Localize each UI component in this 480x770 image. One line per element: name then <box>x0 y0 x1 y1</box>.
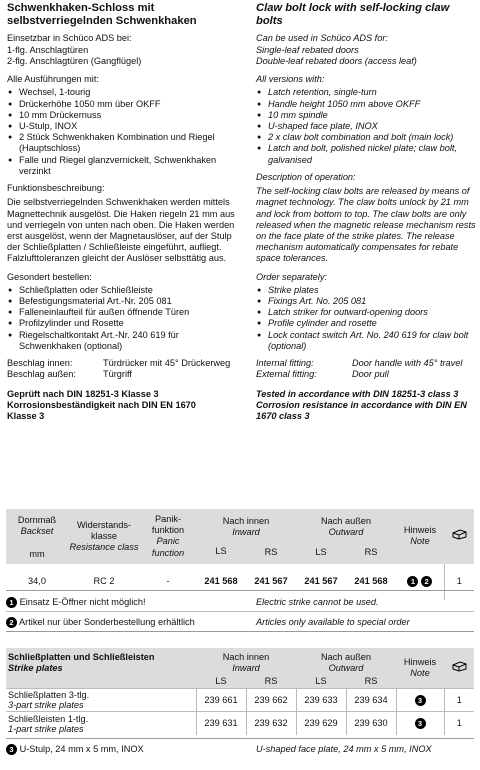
header-ls: LS <box>315 675 327 686</box>
order-item: ● Riegelschaltkontakt Art.-Nr. 240 619 für Schwenkhaken (optional) <box>7 330 241 352</box>
order-heading-de: Gesondert bestellen: <box>7 271 92 282</box>
cell-article: 239 662 <box>246 689 296 712</box>
fitting-inside-en <box>256 358 478 369</box>
header-note <box>396 648 444 689</box>
feature-item: ● U-shaped face plate, INOX <box>256 121 478 132</box>
order-item: ● Strike plates <box>256 285 478 296</box>
box-icon <box>452 529 467 540</box>
header-resistance <box>68 509 140 564</box>
footnote-de <box>6 744 256 755</box>
cell-panic: - <box>166 576 170 587</box>
order-heading-en: Order separately: <box>256 271 327 282</box>
header-text: Widerstands-klasse <box>76 519 132 541</box>
note-badge: 3 <box>6 744 17 755</box>
cell-qty: 1 <box>444 712 474 735</box>
header-text: Note <box>410 668 430 679</box>
fitting-value: Door pull <box>352 369 389 380</box>
features-en <box>256 87 478 166</box>
german-column <box>7 2 241 429</box>
cell-note <box>396 564 444 600</box>
header-title <box>6 648 196 674</box>
footnote-de <box>6 597 256 608</box>
header-text: Nach außen <box>320 515 372 526</box>
order-item: ● Fixings Art. No. 205 081 <box>256 296 478 307</box>
header-panic <box>140 509 196 564</box>
feature-item: ● Handle height 1050 mm above OKFF <box>256 99 478 110</box>
header-text: Note <box>410 536 430 547</box>
fitting-outside-en <box>256 369 478 380</box>
footnote-text: Artikel nur über Sonderbestellung erhältlich <box>19 617 195 627</box>
english-column <box>256 2 478 429</box>
feature-item: ● Drückerhöhe 1050 mm über OKFF <box>7 99 241 110</box>
header-text: Outward <box>328 526 364 537</box>
usage-line: Double-leaf rebated doors (access leaf) <box>256 55 417 66</box>
divider <box>6 631 474 632</box>
note-badge: 3 <box>415 718 426 729</box>
header-box <box>444 509 474 564</box>
usage-line: 2-flg. Anschlagtüren (Gangflügel) <box>7 55 142 66</box>
header-text: Strike plates <box>8 663 63 674</box>
table-row <box>6 712 474 735</box>
lock-table <box>6 509 474 600</box>
function-heading-en: Description of operation: <box>256 171 356 182</box>
header-text: Outward <box>328 663 364 674</box>
header-text: Inward <box>232 526 260 537</box>
footnote-3 <box>6 744 474 755</box>
usage-line: Single-leaf rebated doors <box>256 44 359 55</box>
header-text: Dornmaß <box>17 515 57 525</box>
cell-article: 239 661 <box>196 689 246 712</box>
header-text: Panic function <box>151 536 185 558</box>
all-versions-de: Alle Ausführungen mit: <box>7 74 99 85</box>
order-items-de <box>7 285 241 352</box>
header-text: mm <box>29 548 45 559</box>
cell-article: 241 568 <box>354 576 388 587</box>
order-item: ● Schließplatten oder Schließleiste <box>7 285 241 296</box>
cell-resistance: RC 2 <box>93 576 115 587</box>
usage-line: Can be used in Schüco ADS for: <box>256 33 388 44</box>
header-rs: RS <box>364 546 378 557</box>
cell-article: 239 634 <box>346 689 396 712</box>
strike-plates-table <box>6 648 474 735</box>
fitting-outside-de <box>7 369 241 380</box>
features-de <box>7 87 241 177</box>
all-versions-en: All versions with: <box>256 74 325 85</box>
footnote-2 <box>6 617 474 628</box>
feature-item: ● Falle und Riegel glanzvernickelt, Schwenkhaken verzinkt <box>7 155 241 177</box>
footnote-de <box>6 617 256 628</box>
header-text: Nach innen <box>222 515 270 526</box>
feature-item: ● 2 Stück Schwenkhaken Kombination und Riegel (Hauptschloss) <box>7 132 241 154</box>
order-item: ● Profilzylinder und Rosette <box>7 318 241 329</box>
order-item: ● Falleneinlaufteil für außen öffnende Türen <box>7 307 241 318</box>
header-outward <box>296 648 396 674</box>
note-badge: 1 <box>407 576 418 587</box>
cell-article: 241 568 <box>204 576 238 587</box>
cell-article: 239 633 <box>296 689 346 712</box>
cell-note <box>396 712 444 735</box>
header-ls: LS <box>215 675 227 686</box>
footnote-1 <box>6 597 474 608</box>
cell-article: 239 630 <box>346 712 396 735</box>
divider <box>6 611 474 612</box>
header-outward <box>296 509 396 541</box>
footnote-text: Articles only available to special order <box>256 617 410 627</box>
header-inward <box>196 509 296 541</box>
header-box <box>444 648 474 689</box>
row-label-de: Schließleisten 1-tlg. <box>8 713 89 724</box>
note-badge: 3 <box>415 695 426 706</box>
footnote-text: Electric strike cannot be used. <box>256 597 379 607</box>
feature-item: ● 2 x claw bolt combination and bolt (main lock) <box>256 132 478 143</box>
divider <box>6 590 474 591</box>
row-label-de: Schließplatten 3-tlg. <box>8 690 90 701</box>
cell-note <box>396 689 444 712</box>
cell-qty: 1 <box>444 689 474 712</box>
usage-line: 1-flg. Anschlagtüren <box>7 44 89 55</box>
note-badge: 2 <box>421 576 432 587</box>
order-item: ● Lock contact switch Art. No. 240 619 for claw bolt (optional) <box>256 330 478 352</box>
header-ls: LS <box>315 546 327 557</box>
fitting-label: External fitting: <box>256 369 317 380</box>
box-icon <box>452 661 467 672</box>
header-text: Panik-funktion <box>151 514 185 536</box>
footnote-text: U-Stulp, 24 mm x 5 mm, INOX <box>19 744 144 754</box>
cell-article: 239 631 <box>196 712 246 735</box>
footnote-text: U-shaped face plate, 24 mm x 5 mm, INOX <box>256 744 432 754</box>
fitting-label: Internal fitting: <box>256 358 314 369</box>
fitting-value: Door handle with 45° travel <box>352 358 463 369</box>
usage-en <box>256 33 478 67</box>
header-note <box>396 509 444 564</box>
header-text: Nach außen <box>320 652 372 662</box>
table-row <box>6 564 474 600</box>
header-empty <box>6 674 196 689</box>
header-text: Hinweis <box>403 525 437 536</box>
cell-qty: 1 <box>444 564 474 600</box>
title-en: Claw bolt lock with self-locking claw bolts <box>256 2 450 28</box>
feature-item: ● Latch and bolt, polished nickel plate; claw bolt, galvanised <box>256 143 478 165</box>
header-text: Inward <box>232 663 260 674</box>
header-ls: LS <box>215 545 227 556</box>
header-text: Nach innen <box>222 652 270 662</box>
order-item: ● Befestigungsmaterial Art.-Nr. 205 081 <box>7 296 241 307</box>
order-item: ● Latch striker for outward-opening doors <box>256 307 478 318</box>
header-text: Resistance class <box>69 542 139 553</box>
cell-article: 241 567 <box>254 576 288 587</box>
usage-line: Einsetzbar in Schüco ADS bei: <box>7 33 132 44</box>
note-badge: 1 <box>6 597 17 608</box>
table-row <box>6 689 474 712</box>
feature-item: ● Wechsel, 1-tourig <box>7 87 241 98</box>
note-badge: 2 <box>6 617 17 628</box>
fitting-label: Beschlag außen: <box>7 369 76 380</box>
footnote-text: Einsatz E-Öffner nicht möglich! <box>19 597 146 607</box>
order-item: ● Profile cylinder and rosette <box>256 318 478 329</box>
feature-item: ● 10 mm Drückernuss <box>7 110 241 121</box>
cell-backset: 34,0 <box>28 576 46 587</box>
function-heading-de: Funktionsbeschreibung: <box>7 183 105 194</box>
divider <box>6 738 474 739</box>
usage-de <box>7 33 241 67</box>
fitting-value: Türgriff <box>103 369 132 380</box>
header-text: Hinweis <box>403 657 437 667</box>
function-text-en: The self-locking claw bolts are released by means of magnet technology. The claw bolts unlock by 21 mm and lock from bottom to top. The claw bolts are only released when the magnetic release mechanism rests on the face plate of the strike plates. The release mechanism automatically compensates for rebate space tolerances. <box>256 186 476 264</box>
header-text: Schließplatten und Schließleisten <box>8 652 155 662</box>
cell-article: 239 629 <box>296 712 346 735</box>
title-de: Schwenkhaken-Schloss mit selbstverriegelnden Schwenkhaken <box>7 2 197 28</box>
tested-en: Tested in accordance with DIN 18251-3 class 3 Corrosion resistance in accordance with DIN EN 1670 class 3 <box>256 388 467 421</box>
function-text-de: Die selbstverriegelnden Schwenkhaken werden mittels Magnettechnik ausgelöst. Die Haken riegeln 21 mm aus und verriegeln von unten nach oben. Die Haken werden erst ausgelöst, wenn der Magnetauslöser, auf der Stulp der Schließplatten / Schließleiste eingeführt, aufliegt. Falzlufttoleranzen gleicht der Auslöser selbsttätig aus. <box>7 197 235 264</box>
row-label-en: 1-part strike plates <box>8 723 84 734</box>
feature-item: ● U-Stulp, INOX <box>7 121 241 132</box>
header-rs: RS <box>364 675 378 686</box>
header-rs: RS <box>264 675 278 686</box>
tested-de: Geprüft nach DIN 18251-3 Klasse 3 Korrosionsbeständigkeit nach DIN EN 1670 Klasse 3 <box>7 388 196 421</box>
fitting-inside-de <box>7 358 241 369</box>
row-label-en: 3-part strike plates <box>8 700 84 711</box>
header-backset <box>6 509 68 564</box>
header-inward <box>196 648 296 674</box>
feature-item: ● 10 mm spindle <box>256 110 478 121</box>
table-header-row <box>6 648 474 674</box>
cell-description <box>6 689 196 712</box>
cell-description <box>6 712 196 735</box>
fitting-label: Beschlag innen: <box>7 358 73 369</box>
cell-article: 239 632 <box>246 712 296 735</box>
fitting-value: Türdrücker mit 45° Drückerweg <box>103 358 231 369</box>
header-rs: RS <box>264 546 278 557</box>
order-items-en <box>256 285 478 352</box>
cell-article: 241 567 <box>304 576 338 587</box>
header-text: Backset <box>20 526 54 537</box>
feature-item: ● Latch retention, single-turn <box>256 87 478 98</box>
table-header-row <box>6 509 474 541</box>
